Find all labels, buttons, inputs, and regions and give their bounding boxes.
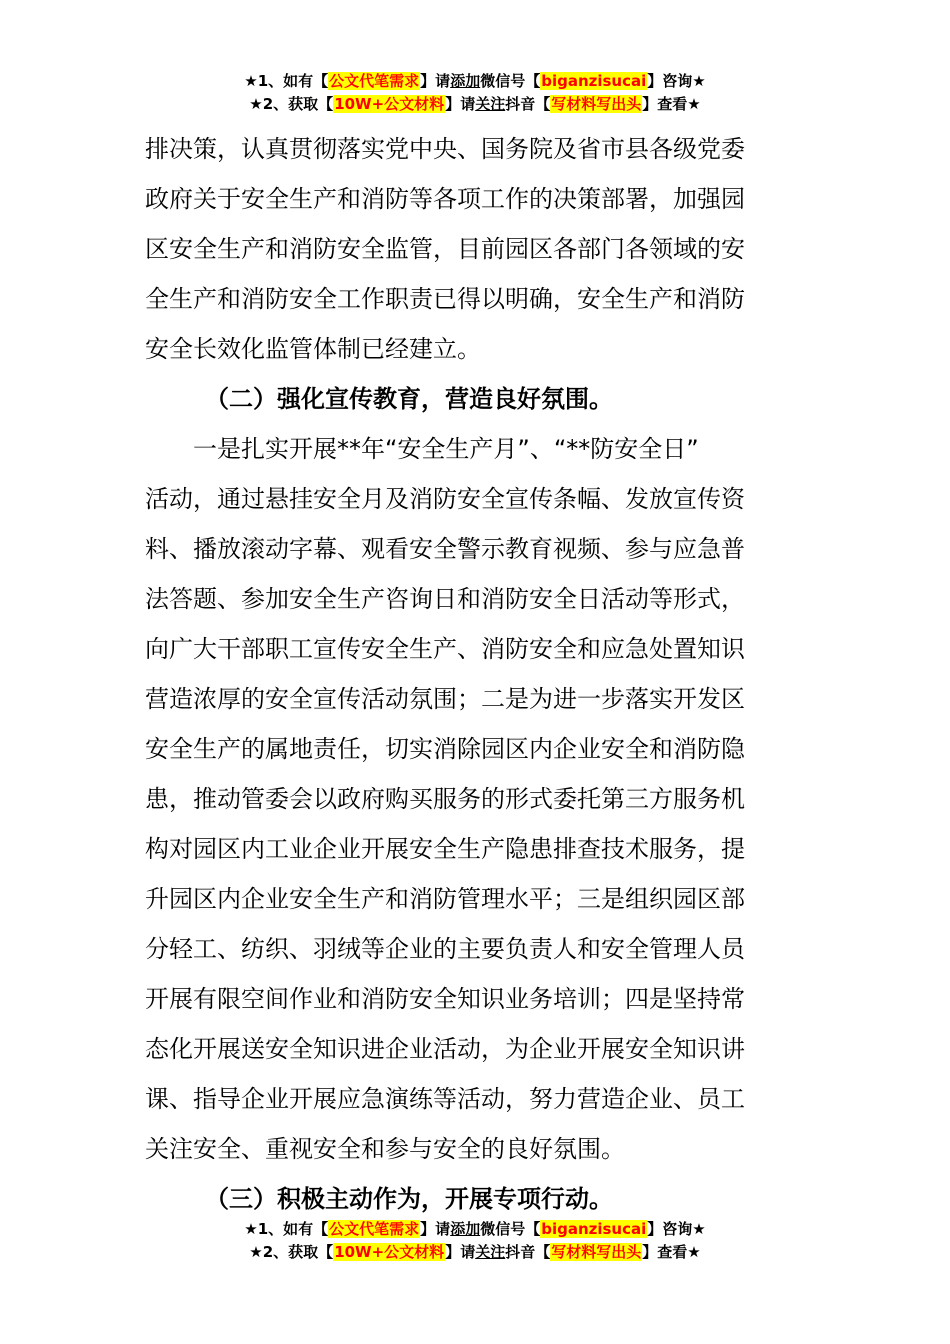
highlight-douyin-id: 写材料写出头	[551, 95, 642, 113]
banner-text: 】请	[445, 1243, 476, 1261]
banner-line-1	[0, 1218, 950, 1241]
highlight-materials: 10W+公文材料	[334, 95, 445, 113]
document-body	[145, 124, 810, 1224]
banner-text: 抖音【	[505, 1243, 551, 1261]
highlight-wechat-id: biganzisucai	[541, 72, 647, 90]
banner-text: ★2、获取【	[249, 95, 334, 113]
highlight-materials: 10W+公文材料	[334, 1243, 445, 1261]
banner-text: ★1、如有【	[244, 1220, 329, 1238]
banner-text: ★2、获取【	[249, 1243, 334, 1261]
body-line: 安全生产的属地责任，切实消除园区内企业安全和消防隐	[145, 735, 745, 763]
banner-text: 】咨询★	[647, 72, 706, 90]
highlight-douyin-id: 写材料写出头	[551, 1243, 642, 1261]
top-banner	[0, 70, 950, 116]
body-line: 开展有限空间作业和消防安全知识业务培训；四是坚持常	[145, 985, 745, 1013]
highlight-wechat-id: biganzisucai	[541, 1220, 647, 1238]
highlight-service: 公文代笔需求	[329, 1220, 420, 1238]
highlight-service: 公文代笔需求	[329, 72, 420, 90]
body-line: 向广大干部职工宣传安全生产、消防安全和应急处置知识	[145, 635, 745, 663]
banner-text: 】请	[420, 1220, 451, 1238]
banner-text: 抖音【	[505, 95, 551, 113]
body-line: 分轻工、纺织、羽绒等企业的主要负责人和安全管理人员	[145, 935, 745, 963]
banner-text: 微信号【	[480, 72, 541, 90]
section-heading: （二）强化宣传教育，营造良好氛围。	[205, 385, 613, 413]
bottom-banner	[0, 1218, 950, 1264]
banner-line-2	[0, 93, 950, 116]
body-line: 构对园区内工业企业开展安全生产隐患排查技术服务，提	[145, 835, 745, 863]
banner-emphasis: 添加	[450, 1220, 481, 1238]
body-line: 营造浓厚的安全宣传活动氛围；二是为进一步落实开发区	[145, 685, 745, 713]
body-line: 排决策，认真贯彻落实党中央、国务院及省市县各级党委	[145, 135, 745, 163]
banner-emphasis: 添加	[450, 72, 481, 90]
body-line: 法答题、参加安全生产咨询日和消防安全日活动等形式，	[145, 585, 745, 613]
banner-text: 】查看★	[642, 95, 701, 113]
banner-text: ★1、如有【	[244, 72, 329, 90]
paragraph-first-line: 一是扎实开展**年“安全生产月”、“**防安全日”	[193, 435, 699, 463]
body-line: 全生产和消防安全工作职责已得以明确，安全生产和消防	[145, 285, 745, 313]
body-line: 政府关于安全生产和消防等各项工作的决策部署，加强园	[145, 185, 745, 213]
body-line: 关注安全、重视安全和参与安全的良好氛围。	[145, 1135, 625, 1163]
body-line: 课、指导企业开展应急演练等活动，努力营造企业、员工	[145, 1085, 745, 1113]
banner-line-1	[0, 70, 950, 93]
body-line: 升园区内企业安全生产和消防管理水平；三是组织园区部	[145, 885, 745, 913]
body-line: 安全长效化监管体制已经建立。	[145, 335, 481, 363]
body-line: 患，推动管委会以政府购买服务的形式委托第三方服务机	[145, 785, 745, 813]
body-line: 料、播放滚动字幕、观看安全警示教育视频、参与应急普	[145, 535, 745, 563]
banner-emphasis: 关注	[475, 1243, 506, 1261]
body-line: 活动，通过悬挂安全月及消防安全宣传条幅、发放宣传资	[145, 485, 745, 513]
banner-line-2	[0, 1241, 950, 1264]
banner-text: 】请	[420, 72, 451, 90]
banner-text: 】咨询★	[647, 1220, 706, 1238]
banner-text: 】查看★	[642, 1243, 701, 1261]
body-line: 态化开展送安全知识进企业活动，为企业开展安全知识讲	[145, 1035, 745, 1063]
section-heading: （三）积极主动作为，开展专项行动。	[205, 1185, 613, 1213]
body-line: 区安全生产和消防安全监管，目前园区各部门各领域的安	[145, 235, 745, 263]
banner-emphasis: 关注	[475, 95, 506, 113]
banner-text: 】请	[445, 95, 476, 113]
banner-text: 微信号【	[480, 1220, 541, 1238]
